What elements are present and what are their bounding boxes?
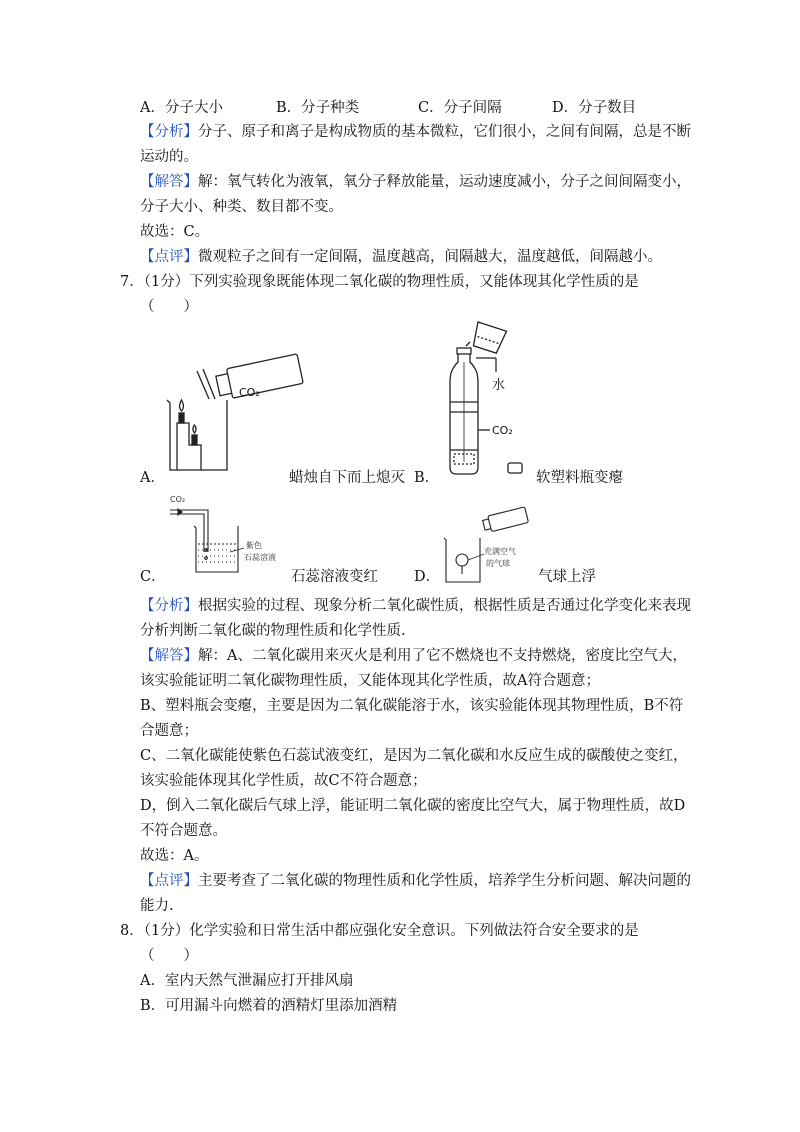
figure-b-plastic-bottle: [440, 322, 550, 482]
fig-c-solution-label-1: 紫色: [246, 541, 262, 550]
q6-analysis-cont: 运动的。: [140, 149, 198, 165]
q7-option-c-letter: C．: [140, 569, 166, 585]
q7-answer-line-8: 不符合题意。: [140, 823, 227, 839]
q7-comment: 【点评】主要考查了二氧化碳的物理性质和化学性质，培养学生分析问题、解决问题的: [140, 873, 691, 889]
figure-c-litmus-beaker: [168, 492, 298, 580]
q6-option-d: D．分子数目: [552, 100, 637, 116]
q7-answer-line-4: 合题意；: [140, 723, 198, 739]
q6-comment: 【点评】微观粒子之间有一定间隔，温度越高，间隔越大，温度越低，间隔越小。: [140, 249, 662, 265]
q7-option-b-letter: B．: [414, 470, 440, 486]
q7-option-a-letter: A．: [140, 470, 165, 486]
q7-answer: 【解答】解：A、二氧化碳用来灭火是利用了它不燃烧也不支持燃烧，密度比空气大，: [140, 648, 687, 664]
comment-tag: 【点评】: [140, 873, 198, 889]
q6-analysis: 【分析】分子、原子和离子是构成物质的基本微粒，它们很小，之间有间隔，总是不断: [140, 124, 691, 140]
q7-option-d-text: 气球上浮: [538, 569, 596, 585]
q6-option-a: A．分子大小: [140, 100, 223, 116]
q7-analysis: 【分析】根据实验的过程、现象分析二氧化碳性质，根据性质是否通过化学变化来表现: [140, 598, 691, 614]
q7-stem: 7．（1分）下列实验现象既能体现二氧化碳的物理性质，又能体现其化学性质的是: [120, 274, 639, 290]
q7-answer-line-5: C、二氧化碳能使紫色石蕊试液变红，是因为二氧化碳和水反应生成的碳酸使之变红，: [140, 748, 688, 764]
q7-answer-line-2: 该实验能证明二氧化碳物理性质，又能体现其化学性质，故A符合题意；: [140, 673, 600, 689]
analysis-tag: 【分析】: [140, 598, 198, 614]
q7-comment-cont: 能力.: [140, 898, 174, 914]
fig-b-water-label: 水: [492, 378, 506, 393]
q7-option-a-text: 蜡烛自下而上熄灭: [289, 470, 405, 486]
fig-d-balloon-label-1: 充满空气: [484, 547, 516, 556]
q7-option-c-text: 石蕊溶液变红: [291, 569, 378, 585]
q6-option-b: B．分子种类: [276, 100, 360, 116]
q7-answer-line-6: 该实验能体现其化学性质，故C不符合题意；: [140, 773, 427, 789]
answer-tag: 【解答】: [140, 174, 198, 190]
comment-tag: 【点评】: [140, 249, 198, 265]
q6-answer: 【解答】解：氧气转化为液氧，氧分子释放能量，运动速度减小，分子之间间隔变小，: [140, 174, 691, 190]
analysis-tag: 【分析】: [140, 124, 198, 140]
q7-paren: （ ）: [140, 299, 198, 315]
q8-option-b: B．可用漏斗向燃着的酒精灯里添加酒精: [140, 998, 398, 1014]
q7-answer-line-3: B、塑料瓶会变瘪，主要是因为二氧化碳能溶于水，该实验能体现其物理性质，B不符: [140, 698, 684, 714]
q7-option-b-text: 软塑料瓶变瘪: [536, 470, 623, 486]
q8-paren: （ ）: [140, 948, 198, 964]
fig-b-co2-label: CO₂: [492, 424, 513, 437]
q8-stem: 8．（1分）化学实验和日常生活中都应强化安全意识。下列做法符合安全要求的是: [120, 923, 639, 939]
q6-choice: 故选：C。: [140, 224, 210, 240]
figure-d-balloon-beaker: [440, 516, 550, 586]
q7-answer-line-7: D，倒入二氧化碳后气球上浮，能证明二氧化碳的密度比空气大，属于物理性质，故D: [140, 798, 686, 814]
q6-answer-cont: 分子大小、种类、数目都不变。: [140, 199, 343, 215]
fig-c-co2-label: CO₂: [170, 495, 186, 504]
q6-option-c: C．分子间隔: [418, 100, 502, 116]
figure-a-beaker-candles: [165, 365, 295, 475]
fig-d-balloon-label-2: 的气球: [486, 559, 510, 568]
fig-c-solution-label-2: 石蕊溶液: [244, 553, 276, 562]
q7-option-d-letter: D．: [414, 569, 441, 585]
q7-choice: 故选：A。: [140, 848, 209, 864]
fig-a-co2-label: CO₂: [239, 386, 260, 399]
answer-tag: 【解答】: [140, 648, 198, 664]
q8-option-a: A．室内天然气泄漏应打开排风扇: [140, 973, 354, 989]
q7-analysis-cont: 分析判断二氧化碳的物理性质和化学性质.: [140, 623, 406, 639]
